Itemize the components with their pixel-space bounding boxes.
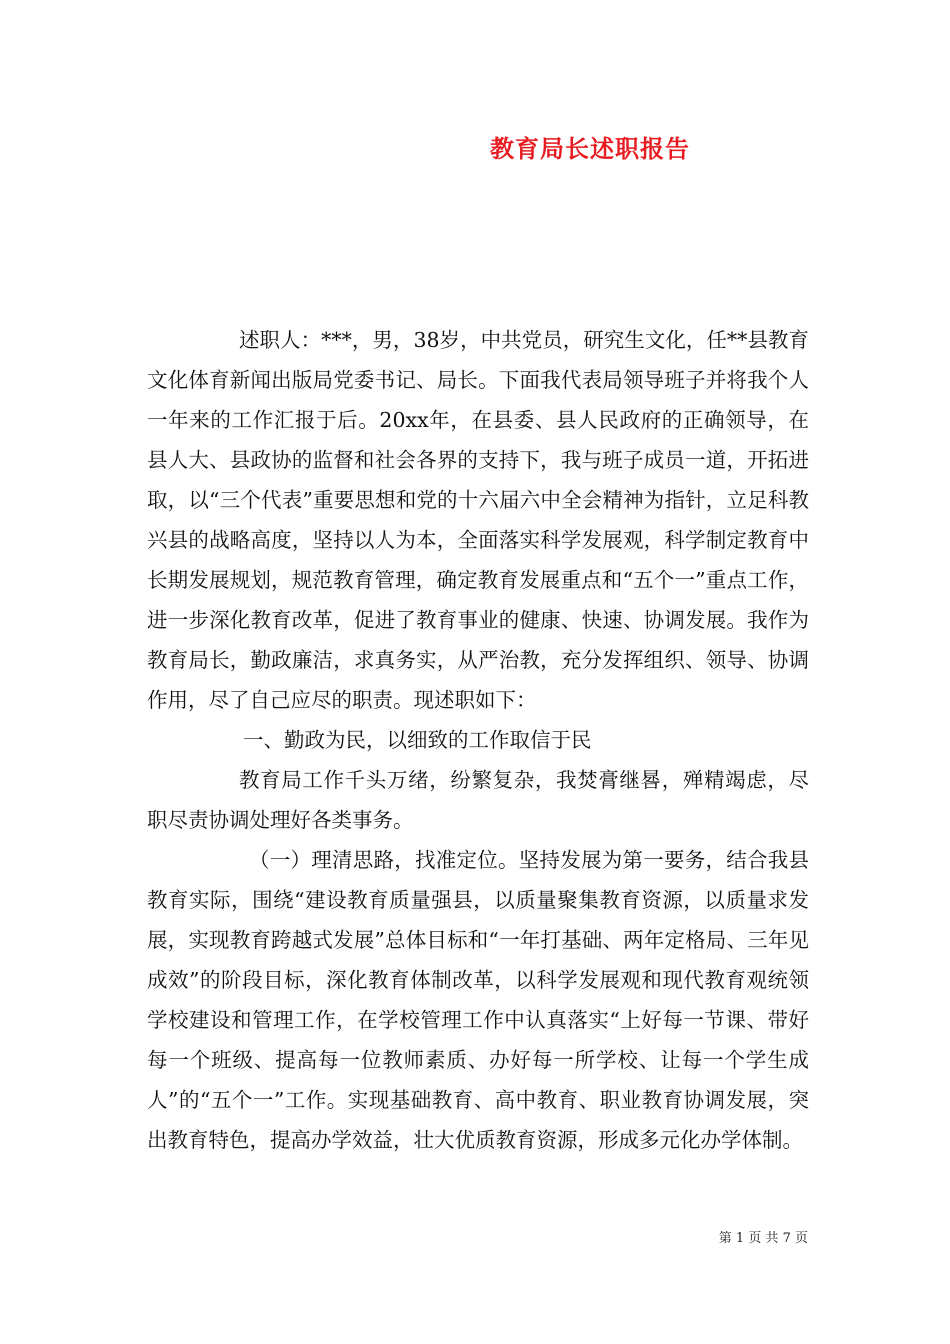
paragraph-subsection-1: （一）理清思路，找准定位。坚持发展为第一要务，结合我县教育实际，围绕“建设教育质量强县，以质量聚集教育资源，以质量求发展，实现教育跨越式发展”总体目标和“一年打基础、两年定格局、三年见成效”的阶段目标，深化教育体制改革，以科学发展观和现代教育观统领学校建设和管理工作，在学校管理工作中认真落实“上好每一节课、带好每一个班级、提高每一位教师素质、办好每一所学校、让每一个学生成人”的“五个一”工作。实现基础教育、高中教育、职业教育协调发展，突出教育特色，提高办学效益，壮大优质教育资源，形成多元化办学体制。 xyxy=(147,848,809,1152)
document-body xyxy=(147,320,809,1160)
paragraph-intro: 述职人：***，男，38岁，中共党员，研究生文化，任**县教育文化体育新闻出版局党委书记、局长。下面我代表局领导班子并将我个人一年来的工作汇报于后。20xx年，在县委、县人民政府的正确领导，在县人大、县政协的监督和社会各界的支持下，我与班子成员一道，开拓进取，以“三个代表”重要思想和党的十六届六中全会精神为指针，立足科教兴县的战略高度，坚持以人为本，全面落实科学发展观，科学制定教育中长期发展规划，规范教育管理，确定教育发展重点和“五个一”重点工作，进一步深化教育改革，促进了教育事业的健康、快速、协调发展。我作为教育局长，勤政廉洁，求真务实，从严治教，充分发挥组织、领导、协调作用，尽了自己应尽的职责。现述职如下： xyxy=(147,328,809,712)
section-heading: 一、勤政为民，以细致的工作取信于民 xyxy=(243,728,592,752)
document-title: 教育局长述职报告 xyxy=(490,134,690,163)
paragraph-overview: 教育局工作千头万绪，纷繁复杂，我焚膏继晷，殚精竭虑，尽职尽责协调处理好各类事务。 xyxy=(147,768,809,832)
page-number: 第 1 页 共 7 页 xyxy=(718,1231,808,1246)
